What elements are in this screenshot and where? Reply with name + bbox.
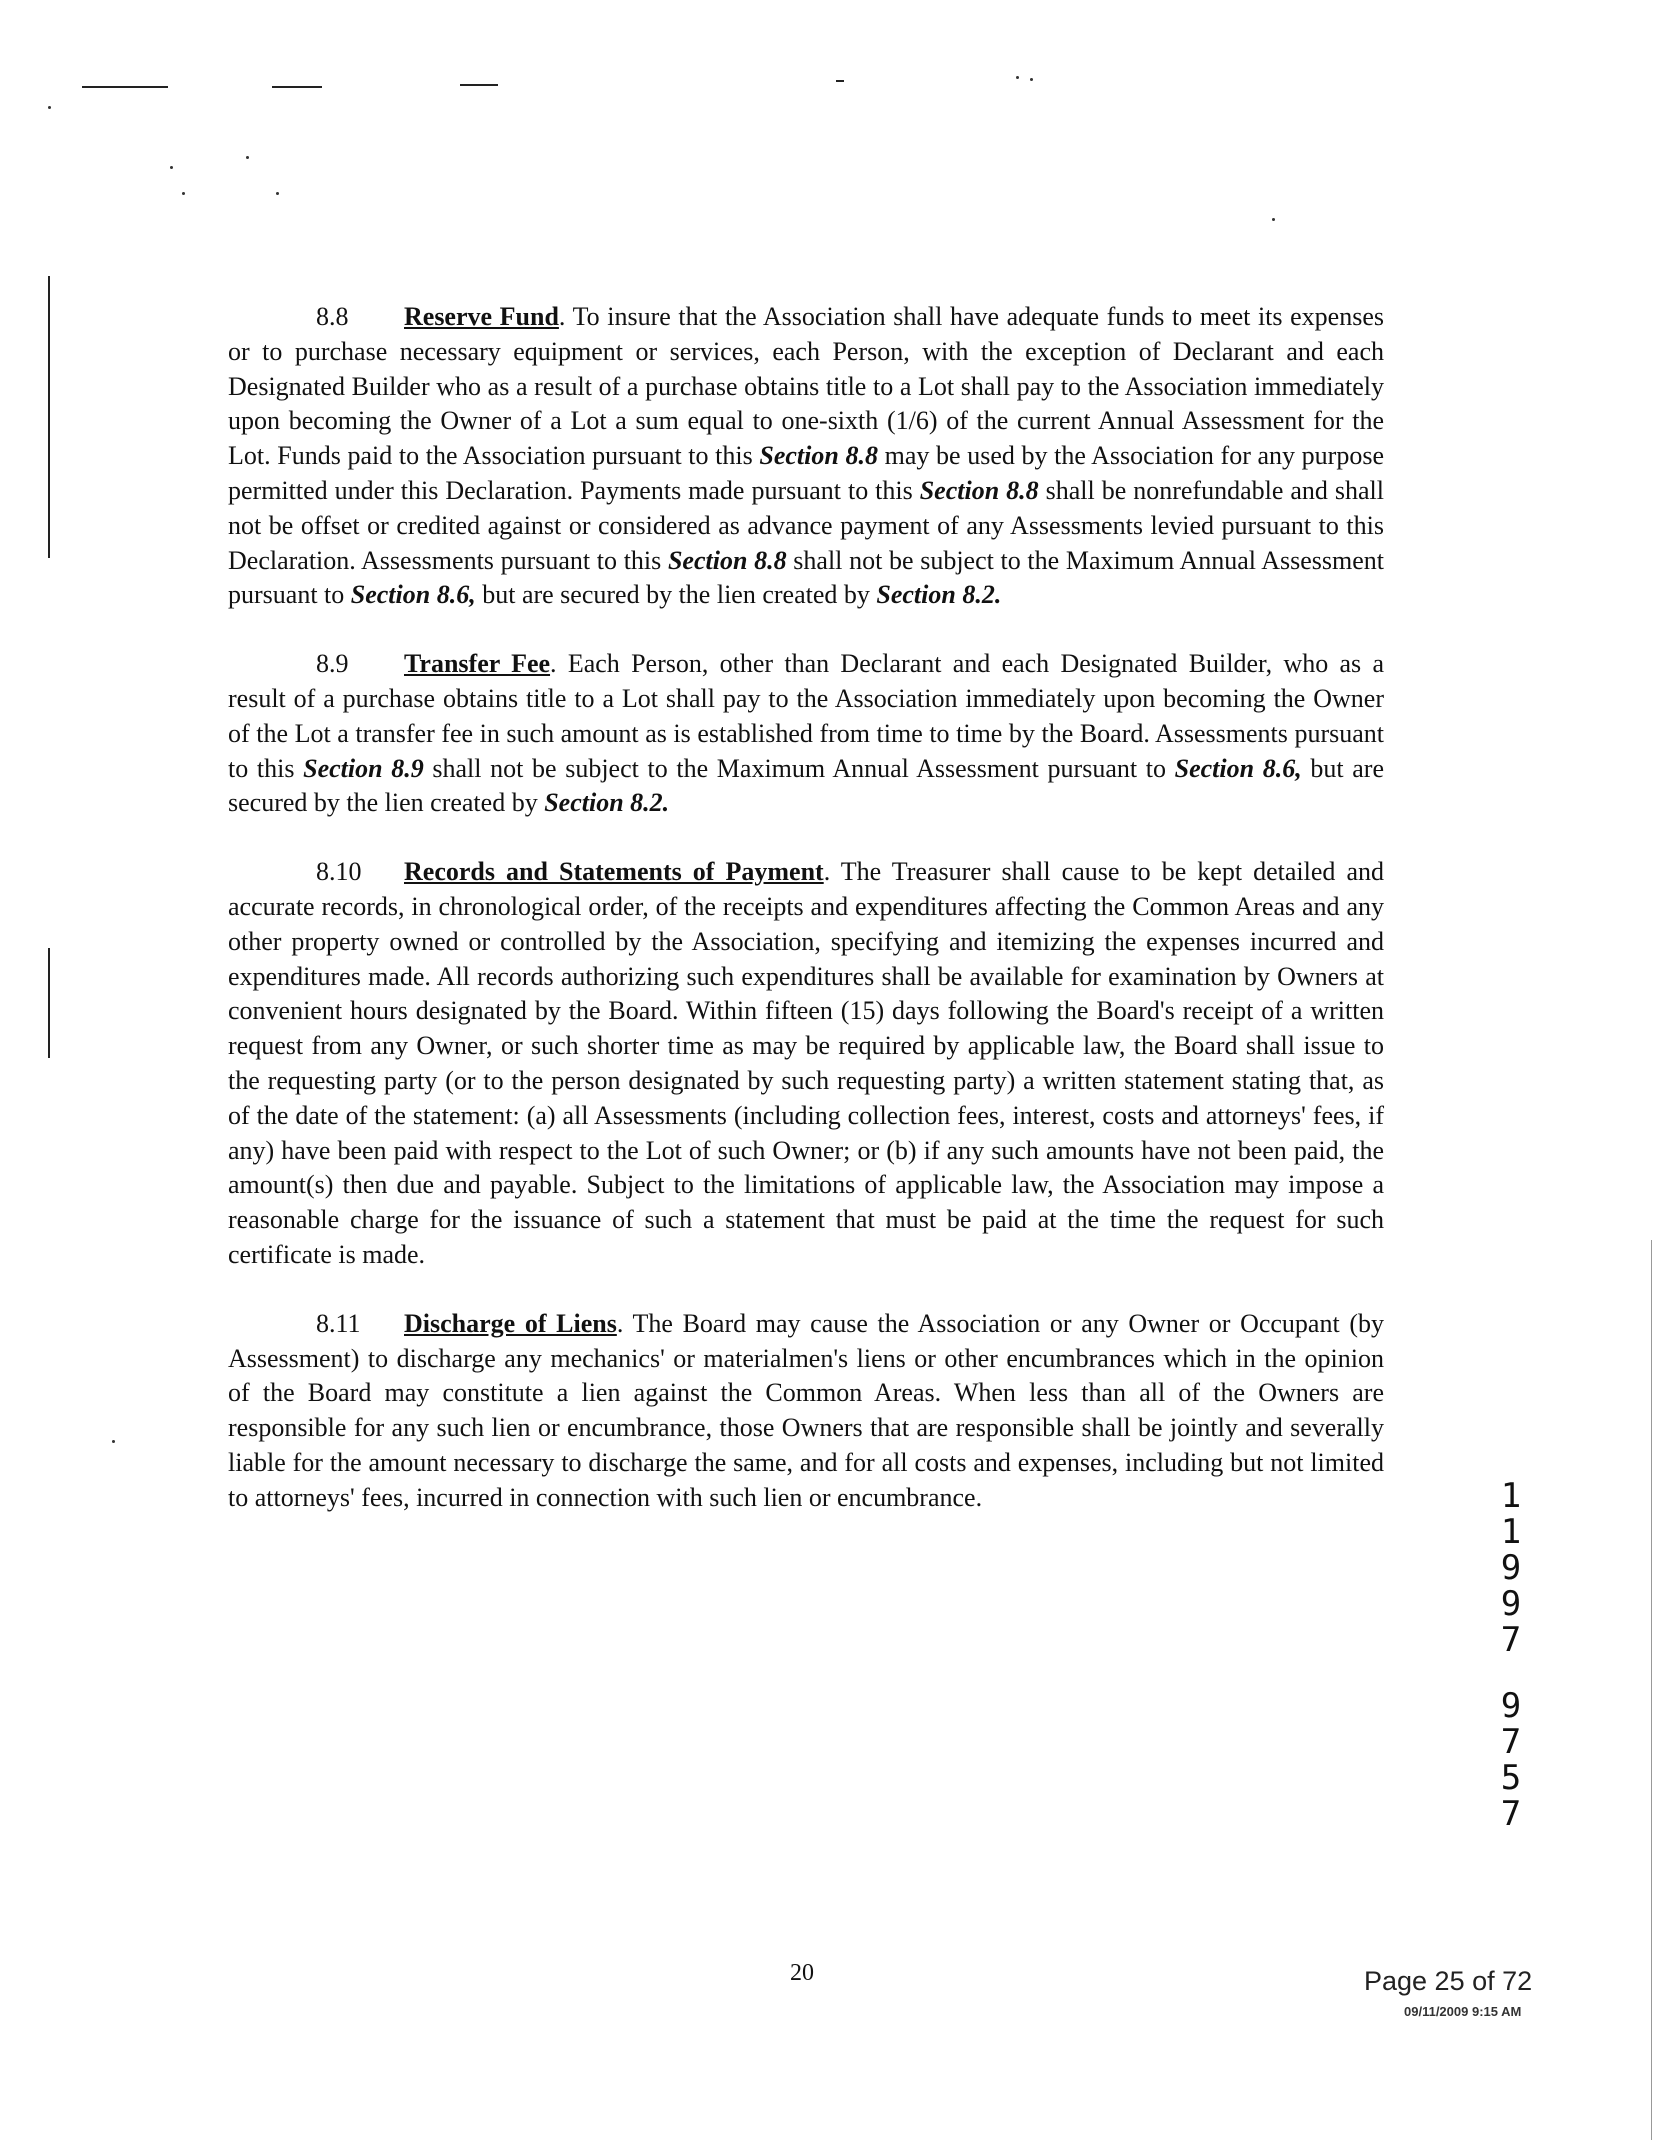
section-reference: Section 8.8 [759, 441, 878, 471]
margin-line [48, 276, 50, 558]
section-reference: Section 8.9 [303, 753, 424, 783]
scan-dot [182, 192, 185, 195]
page-number: 20 [790, 1960, 814, 1986]
section-reference: Section 8.2. [544, 788, 670, 818]
section-reference: Section 8.6, [1174, 753, 1302, 783]
scan-mark [836, 80, 844, 82]
section-8-11: 8.11 Discharge of Liens. The Board may cause the Association or any Owner or Occupant (by Assessment) to discharge any mechanics' or materialmen's liens or other encumbrances which in the opinion of the Board may constitute a lien against the Common Areas. When less than all of the Owners are responsible for any such lien or encumbrance, those Owners that are responsible shall be jointly and severally liable for the amount necessary to discharge the same, and for all costs and expenses, including but not limited to attorneys' fees, incurred in connection with such lien or encumbrance. [228, 1308, 1384, 1512]
section-heading: Discharge of Liens [404, 1308, 617, 1338]
section-8-9: 8.9 Transfer Fee. Each Person, other than Declarant and each Designated Builder, who as a result of a purchase obtains title to a Lot shall pay to the Association immediately upon becoming the Owner of the Lot a transfer fee in such amount as is established from time to time by the Board. Assessments pursuant to this Section 8.9 shall not be subject to the Maximum Annual Assessment pursuant to Section 8.6, but are secured by the lien created by Section 8.2. [228, 649, 1385, 818]
recording-digit: 9 [1500, 1584, 1522, 1624]
section-text: Each Person, other than Declarant and each Designated Builder, who as a result of a purchase obtains title to a Lot shall pay to the Association immediately upon becoming the Owner of the Lot a transfer fee in such amount as is established from time to time by the Board. Assessments pursuant to this [228, 649, 1384, 783]
section-text: The Treasurer shall cause to be kept detailed and accurate records, in chronological order, of the receipts and expenditures affecting the Common Areas and any other property owned or controlled by the Association, specifying and itemizing the expenses incurred and expenditures made. All records authorizing such expenditures shall be available for examination by Owners at convenient hours designated by the Board. Within fifteen (15) days following the Board's receipt of a written request from any Owner, or such shorter time as may be required by applicable law, the Board shall issue to the requesting party (or to the person designated by such requesting party) a written statement stating that, as of the date of the statement: (a) all Assessments (including collection fees, interest, costs and attorneys' fees, if any) have been paid with respect to the Lot of such Owner; or (b) if any such amounts have not been paid, the amount(s) then due and payable. Subject to the limitations of applicable law, the Association may impose a reasonable charge for the issuance of such a statement that must be paid at the time the request for such certificate is made. [228, 857, 1384, 1269]
section-reference: Section 8.2. [876, 580, 1002, 610]
recording-digit: 7 [1500, 1722, 1522, 1762]
scan-edge [1651, 1240, 1652, 2140]
scan-dot [170, 166, 173, 169]
recording-digit: 7 [1500, 1620, 1522, 1660]
section-number: 8.9 [316, 649, 349, 679]
margin-line [48, 948, 50, 1058]
section-heading: Reserve Fund [404, 302, 559, 331]
section-reference: Section 8.8 [667, 545, 787, 575]
section-number: 8.11 [316, 1308, 361, 1338]
document-body [228, 300, 1384, 1550]
scan-dot [112, 1440, 115, 1443]
section-text: shall not be subject to the Maximum Annual Assessment pursuant to [228, 545, 1385, 610]
recording-gap [1496, 1658, 1526, 1688]
section-number: 8.10 [316, 857, 362, 887]
timestamp: 09/11/2009 9:15 AM [1404, 2004, 1522, 2019]
recording-number [1496, 1478, 1526, 1832]
scan-dot [48, 106, 51, 109]
recording-digit: 7 [1500, 1794, 1522, 1834]
section-heading: Records and Statements of Payment [404, 857, 824, 887]
scan-dot [246, 156, 249, 159]
section-8-8: 8.8 Reserve Fund. To insure that the Association shall have adequate funds to meet its expenses or to purchase necessary equipment or services, each Person, with the exception of Declarant and each Designated Builder who as a result of a purchase obtains title to a Lot shall pay to the Association immediately upon becoming the Owner of a Lot a sum equal to one-sixth (1/6) of the current Annual Assessment for the Lot. Funds paid to the Association pursuant to this Section 8.8 may be used by the Association for any purpose permitted under this Declaration. Payments made pursuant to this Section 8.8 shall be nonrefundable and shall not be offset or credited against or considered as advance payment of any Assessments levied pursuant to this Declaration. Assessments pursuant to this Section 8.8 shall not be subject to the Maximum Annual Assessment pursuant to Section 8.6, but are secured by the lien created by Section 8.2. [228, 302, 1385, 610]
recording-digit: 1 [1500, 1476, 1522, 1516]
scan-dot [1030, 78, 1033, 81]
scan-dot [1272, 218, 1275, 221]
scan-dot [276, 192, 279, 195]
scan-mark [460, 84, 498, 86]
section-text: but are secured by the lien created by [475, 580, 877, 610]
recording-digit: 9 [1500, 1686, 1522, 1726]
section-heading: Transfer Fee [404, 649, 551, 679]
recording-digit: 9 [1500, 1548, 1522, 1588]
recording-digit: 1 [1500, 1512, 1522, 1552]
section-text: may be used by the Association for any purpose permitted under this Declaration. Payments made pursuant to this [228, 441, 1384, 505]
scan-dot [1016, 76, 1019, 79]
section-text: To insure that the Association shall have adequate funds to meet its expenses or to purchase necessary equipment or services, each Person, with the exception of Declarant and each Designated Builder who as a result of a purchase obtains title to a Lot shall pay to the Association immediately upon becoming the Owner of a Lot a sum equal to one-sixth (1/6) of the current Annual Assessment for the Lot. Funds paid to the Association pursuant to this [228, 302, 1384, 471]
section-text: The Board may cause the Association or any Owner or Occupant (by Assessment) to discharge any mechanics' or materialmen's liens or other encumbrances which in the opinion of the Board may constitute a lien against the Common Areas. When less than all of the Owners are responsible for any such lien or encumbrance, those Owners that are responsible shall be jointly and severally liable for the amount necessary to discharge the same, and for all costs and expenses, including but not limited to attorneys' fees, incurred in connection with such lien or encumbrance. [228, 1308, 1384, 1512]
section-8-10: 8.10 Records and Statements of Payment. The Treasurer shall cause to be kept detailed and accurate records, in chronological order, of the receipts and expenditures affecting the Common Areas and any other property owned or controlled by the Association, specifying and itemizing the expenses incurred and expenditures made. All records authorizing such expenditures shall be available for examination by Owners at convenient hours designated by the Board. Within fifteen (15) days following the Board's receipt of a written request from any Owner, or such shorter time as may be required by applicable law, the Board shall issue to the requesting party (or to the person designated by such requesting party) a written statement stating that, as of the date of the statement: (a) all Assessments (including collection fees, interest, costs and attorneys' fees, if any) have been paid with respect to the Lot of such Owner; or (b) if any such amounts have not been paid, the amount(s) then due and payable. Subject to the limitations of applicable law, the Association may impose a reasonable charge for the issuance of such a statement that must be paid at the time the request for such certificate is made. [228, 857, 1384, 1269]
section-text: shall be nonrefundable and shall not be offset or credited against or considered as advance payment of any Assessments levied pursuant to this Declaration. Assessments pursuant to this [228, 475, 1385, 575]
section-reference: Section 8.6, [350, 580, 476, 610]
recording-digit: 5 [1500, 1758, 1522, 1798]
scan-mark [82, 86, 168, 88]
page-counter: Page 25 of 72 [1364, 1966, 1533, 1996]
scan-mark [272, 86, 322, 88]
section-reference: Section 8.8 [919, 475, 1039, 505]
section-text: shall not be subject to the Maximum Annual Assessment pursuant to [423, 753, 1175, 783]
section-number: 8.8 [316, 302, 349, 331]
section-text: but are secured by the lien created by [228, 753, 1385, 818]
